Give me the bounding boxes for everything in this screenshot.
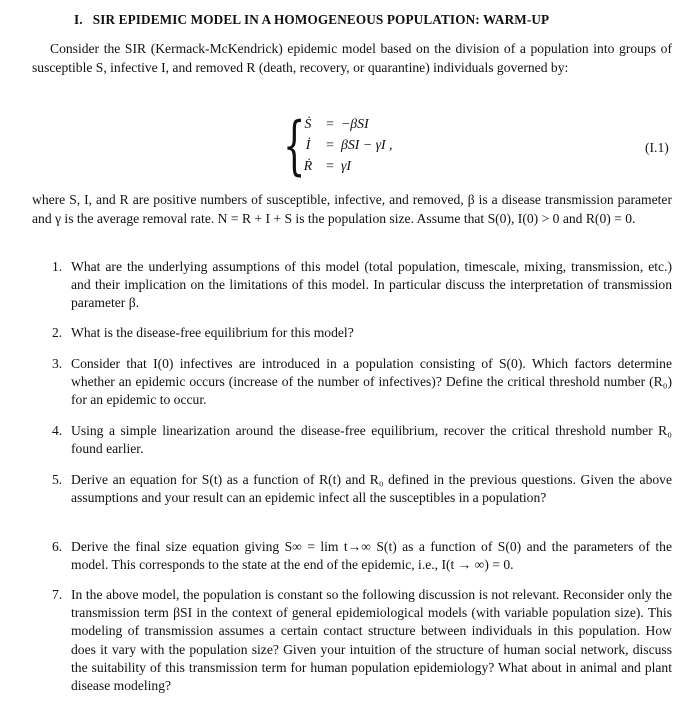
section-title: SIR EPIDEMIC MODEL IN A HOMOGENEOUS POPULATION: WARM-UP <box>92 12 550 27</box>
equation-row-i: İ = βSI − γI , <box>305 137 393 152</box>
question-item: 6. Derive the final size equation giving S∞ = lim t→∞ S(t) as a function of S(0) and the parameters of the model. This corresponds to the state at the end of the epidemic, i.e., I(t → ∞) = 0. <box>52 539 672 573</box>
question-item: 7. In the above model, the population is constant so the following discussion is not relevant. Reconsider only the transmission term βSI in the context of general epidemiological models (with variable population size). This modeling of transmission assumes a certain contact structure between individuals in this population. How does it vary with the population size? Given your intuition of the structure of human social network, discuss the suitability of this transmission term for human population epidemiology? What about in animal and plant disease modeling? <box>52 587 672 694</box>
intro-paragraph: Consider the SIR (Kermack-McKendrick) epidemic model based on the division of a population into groups of susceptible S, infective I, and removed R (death, recovery, or quarantine) individuals governed by: <box>32 41 672 75</box>
question-item: 1. What are the underlying assumptions of this model (total population, timescale, mixing, transmission, etc.) and their implication on the limitations of this model. In particular discuss the interpretation of transmission parameter β. <box>52 259 672 311</box>
sir-equation-system <box>283 109 683 186</box>
equation-row-s: Ṡ = −βSI <box>304 116 369 131</box>
equation-row-r: Ṙ = γI <box>303 158 352 173</box>
question-item: 2. What is the disease-free equilibrium for this model? <box>52 325 354 340</box>
left-brace: { <box>283 109 306 183</box>
section-number: I. <box>74 12 83 27</box>
definitions-paragraph: where S, I, and R are positive numbers of susceptible, infective, and removed, β is a disease transmission parameter and γ is the average removal rate. N = R + I + S is the population size. Assume that S(0), I(0) > 0 and R(0) = 0. <box>32 192 672 226</box>
equation-label: (I.1) <box>645 140 669 155</box>
section-heading <box>74 12 549 28</box>
question-item: 5. Derive an equation for S(t) as a function of R(t) and R₀ defined in the previous questions. Given the above assumptions and your result can an epidemic infect all the susceptibles in a population? <box>52 472 672 506</box>
question-item: 4. Using a simple linearization around the disease-free equilibrium, recover the critical threshold number R₀ found earlier. <box>52 423 672 457</box>
question-item: 3. Consider that I(0) infectives are introduced in a population consisting of S(0). Which factors determine whether an epidemic occurs (increase of the number of infectives)? Define the critical threshold number (R₀) for an epidemic to occur. <box>52 356 672 408</box>
